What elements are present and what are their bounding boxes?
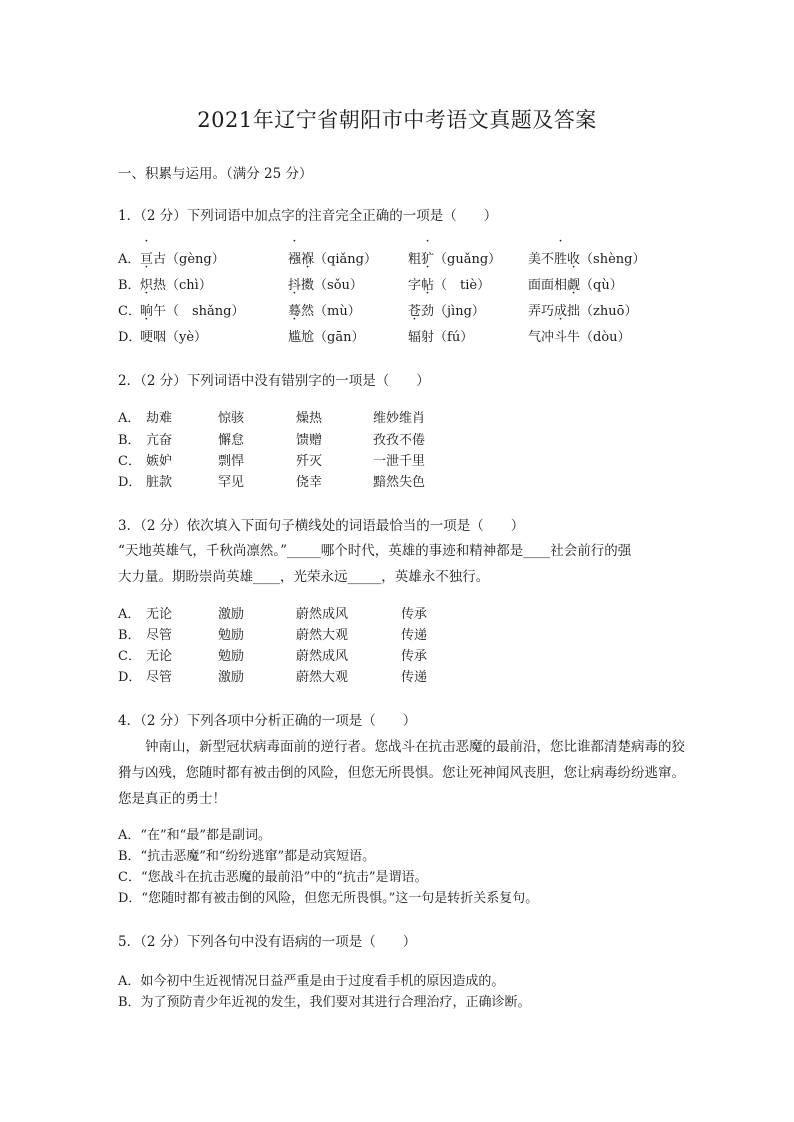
q1-option-item: 尴尬（gān） — [288, 330, 365, 345]
q1-option-label: D． — [118, 330, 142, 345]
q3-option-item: 勉励 — [218, 628, 245, 643]
q2-option-item: 侥幸 — [296, 475, 323, 490]
q3-option-item: 无论 — [146, 607, 173, 622]
question-3-stem: 3．（2 分）依次填入下面句子横线处的词语最恰当的一项是（ ） — [118, 518, 525, 534]
q2-option-item: 黯然失色 — [373, 475, 426, 490]
page-title: 2021年辽宁省朝阳市中考语文真题及答案 — [197, 108, 597, 132]
q3-option-item: 传递 — [401, 670, 428, 685]
q3-option-item: 传承 — [401, 649, 428, 664]
q3-option-item: 尽管 — [146, 670, 173, 685]
q1-option-item: 弄巧成拙（zhuō） — [528, 304, 638, 319]
q1-option-item: 字帖（ tiè） — [408, 278, 491, 293]
question-5-stem: 5．（2 分）下列各句中没有语病的一项是（ ） — [118, 934, 417, 950]
q1-option-item: 蓦然（mù） — [288, 304, 361, 319]
q3-option-item: 激励 — [218, 607, 245, 622]
q1-option-item: 辐射（fú） — [408, 330, 474, 345]
q4-option: D．“您随时都有被击倒的风险，但您无所畏惧。”这一句是转折关系复句。 — [118, 891, 539, 906]
q3-option-item: 蔚然成风 — [296, 607, 349, 622]
q1-option-item: 晌午（ shǎng） — [140, 304, 245, 319]
q2-option-item: 馈赠 — [296, 433, 323, 448]
q2-option-label: D． — [118, 475, 142, 490]
q3-option-item: 激励 — [218, 670, 245, 685]
q2-option-item: 维妙维肖 — [373, 411, 426, 426]
q1-option-item: 襁褓（qiǎng） — [288, 252, 377, 267]
question-1-stem: 1．（2 分）下列词语中加点字的注音完全正确的一项是（ ） — [118, 208, 498, 224]
question-2-stem: 2．（2 分）下列词语中没有错别字的一项是（ ） — [118, 373, 430, 389]
q1-option-item: 美不胜收（shèng） — [528, 252, 646, 267]
q2-option-item: 嫉妒 — [146, 454, 173, 469]
q2-option-item: 孜孜不倦 — [373, 433, 426, 448]
q1-option-item: 亘古（gèng） — [140, 252, 225, 267]
q1-option-item: 气冲斗牛（dòu） — [528, 330, 631, 345]
q2-option-label: C． — [118, 454, 141, 469]
section-heading: 一、积累与运用。（满分 25 分） — [118, 166, 313, 182]
q2-option-item: 歼灭 — [296, 454, 323, 469]
q3-option-label: C． — [118, 649, 141, 664]
q2-option-item: 剽悍 — [218, 454, 245, 469]
q4-option: B．“抗击恶魔”和“纷纷逃窜”都是动宾短语。 — [118, 849, 376, 864]
q3-option-item: 无论 — [146, 649, 173, 664]
q3-option-item: 传递 — [401, 628, 428, 643]
question-4-stem: 4．（2 分）下列各项中分析正确的一项是（ ） — [118, 713, 417, 729]
q5-option: B．为了预防青少年近视的发生，我们要对其进行合理治疗，正确诊断。 — [118, 995, 531, 1010]
q1-option-item: 粗犷（guǎng） — [408, 252, 502, 267]
q3-option-item: 蔚然大观 — [296, 670, 349, 685]
q4-option: A．“在”和“最”都是副词。 — [118, 828, 271, 843]
q1-option-item: 苍劲（jìng） — [408, 304, 485, 319]
q4-option: C．“您战斗在抗击恶魔的最前沿”中的“抗击”是谓语。 — [118, 870, 428, 885]
q1-option-item: 哽咽（yè） — [140, 330, 208, 345]
q5-option: A．如今初中生近视情况日益严重是由于过度看手机的原因造成的。 — [118, 974, 505, 989]
q3-option-item: 尽管 — [146, 628, 173, 643]
q1-option-item: 抖擞（sǒu） — [288, 278, 363, 293]
q1-option-label: C． — [118, 304, 141, 319]
question-3-sentence-line-2: 大力量。期盼崇尚英雄____，光荣永远_____，英雄永不独行。 — [118, 569, 490, 585]
question-4-passage: 钟南山，新型冠状病毒面前的逆行者。您战斗在抗击恶魔的最前沿，您比谁都清楚病毒的狡猾与凶残，您随时都有被击倒的风险，但您无所畏惧。您让死神闻风丧胆，您让病毒纷纷逃窜。您是真正的勇士！ — [118, 739, 685, 807]
q3-option-label: B． — [118, 628, 141, 643]
q2-option-item: 亢奋 — [146, 433, 173, 448]
q1-option-label: A． — [118, 252, 141, 267]
q3-option-item: 蔚然大观 — [296, 628, 349, 643]
q3-option-label: D． — [118, 670, 142, 685]
q1-option-label: B． — [118, 278, 141, 293]
q2-option-item: 脏款 — [146, 475, 173, 490]
q1-option-item: 面面相觑（qù） — [528, 278, 623, 293]
q2-option-item: 罕见 — [218, 475, 245, 490]
q2-option-label: A． — [118, 411, 141, 426]
q2-option-item: 一泄千里 — [373, 454, 426, 469]
question-3-sentence-line-1: “天地英雄气，千秋尚凛然。”_____哪个时代，英雄的事迹和精神都是____社会前行的强 — [118, 543, 632, 559]
q2-option-item: 劫难 — [146, 411, 173, 426]
q1-option-item: 炽热（chì） — [140, 278, 212, 293]
q2-option-item: 燥热 — [296, 411, 323, 426]
q3-option-item: 蔚然成风 — [296, 649, 349, 664]
q2-option-item: 惊骇 — [218, 411, 245, 426]
q3-option-item: 传承 — [401, 607, 428, 622]
q3-option-label: A． — [118, 607, 141, 622]
q2-option-item: 懈怠 — [218, 433, 245, 448]
q2-option-label: B． — [118, 433, 141, 448]
q3-option-item: 勉励 — [218, 649, 245, 664]
